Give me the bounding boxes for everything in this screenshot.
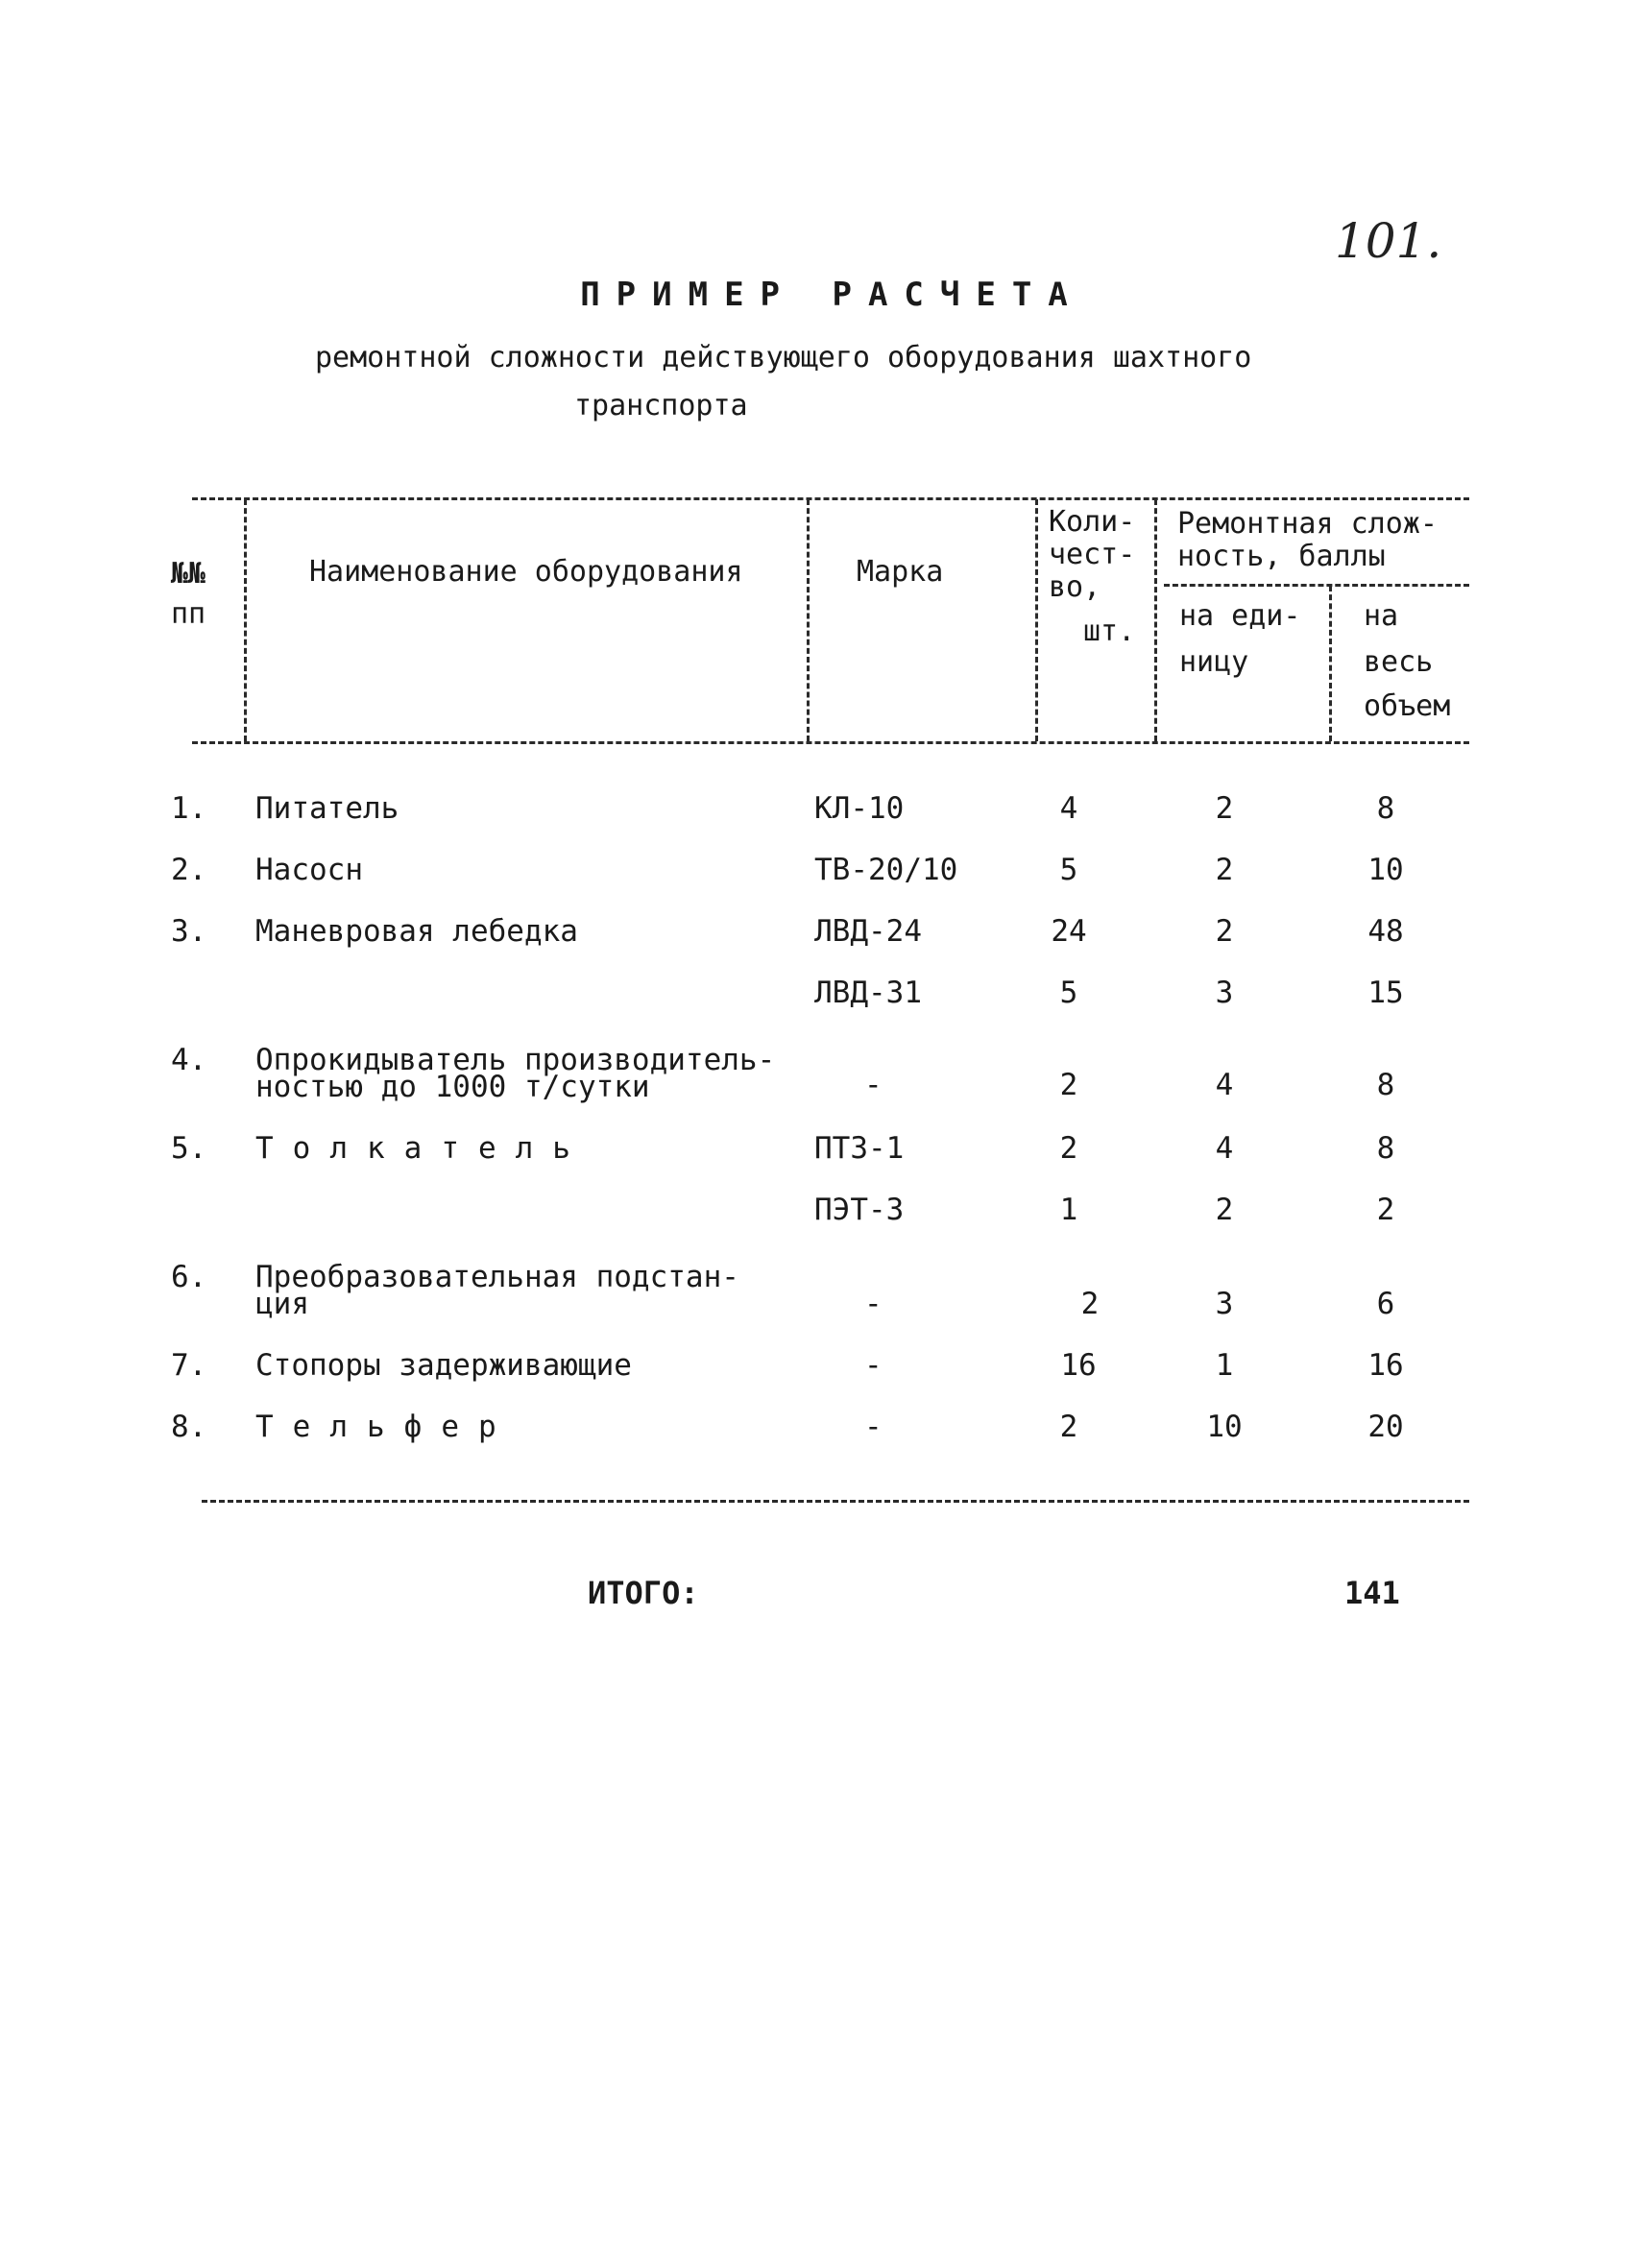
- row-unit: 10: [1206, 1410, 1243, 1444]
- page-number: 101.: [1335, 213, 1442, 269]
- row-total: 2: [1376, 1193, 1395, 1227]
- row-mark: ЛВД-31: [814, 976, 922, 1010]
- row-total: 8: [1376, 1068, 1395, 1102]
- row-name-line-2: ция: [255, 1287, 309, 1321]
- row-name: Стопоры задерживающие: [255, 1348, 632, 1383]
- row-qty: 24: [1051, 914, 1087, 949]
- row-total: 10: [1367, 853, 1404, 887]
- row-total: 8: [1376, 1131, 1395, 1166]
- row-mark: ПЭТ-3: [814, 1193, 905, 1227]
- row-name-line-1: Преобразовательная подстан-: [255, 1260, 739, 1294]
- row-mark: ПТЗ-1: [814, 1131, 905, 1166]
- header-per-unit-1: на еди-: [1179, 599, 1301, 633]
- row-total: 48: [1367, 914, 1404, 949]
- subtitle-line-1: ремонтной сложности действующего оборудования шахтного: [315, 341, 1252, 374]
- table-bottom-rule: [202, 1500, 1469, 1503]
- row-num: 7.: [171, 1348, 207, 1383]
- row-total: 6: [1376, 1287, 1395, 1321]
- row-qty: 1: [1059, 1193, 1078, 1227]
- row-mark: КЛ-10: [814, 791, 905, 826]
- row-unit: 2: [1215, 1193, 1234, 1227]
- row-num: 1.: [171, 791, 207, 826]
- row-qty: 2: [1059, 1068, 1078, 1102]
- header-qty-3: во,: [1049, 570, 1101, 604]
- row-unit: 3: [1215, 1287, 1234, 1321]
- col-divider-4: [1154, 499, 1157, 741]
- row-num: 5.: [171, 1131, 207, 1166]
- row-unit: 2: [1215, 853, 1234, 887]
- row-name: Толкатель: [255, 1131, 590, 1166]
- row-num: 6.: [171, 1260, 207, 1294]
- row-mark: -: [864, 1287, 883, 1321]
- header-total-3: объем: [1364, 689, 1451, 723]
- row-name-line-1: Опрокидыватель производитель-: [255, 1043, 776, 1077]
- row-unit: 2: [1215, 791, 1234, 826]
- row-mark: ТВ-20/10: [814, 853, 958, 887]
- row-total: 15: [1367, 976, 1404, 1010]
- header-mark: Марка: [857, 555, 944, 589]
- col-divider-2: [807, 499, 810, 741]
- col-divider-5: [1329, 586, 1332, 741]
- col-divider-1: [244, 499, 247, 741]
- row-name: Маневровая лебедка: [255, 914, 578, 949]
- row-unit: 4: [1215, 1131, 1234, 1166]
- col-divider-3: [1035, 499, 1038, 741]
- row-mark: -: [864, 1348, 883, 1383]
- header-total-2: весь: [1364, 645, 1434, 679]
- complexity-header-rule: [1164, 584, 1469, 587]
- total-value: 141: [1344, 1575, 1400, 1611]
- row-num: 3.: [171, 914, 207, 949]
- header-total-1: на: [1364, 599, 1399, 633]
- row-qty: 2: [1059, 1131, 1078, 1166]
- header-num-1: №№: [171, 557, 206, 591]
- header-qty-1: Коли-: [1049, 505, 1136, 539]
- header-num-2: пп: [171, 597, 206, 631]
- row-num: 2.: [171, 853, 207, 887]
- row-mark: -: [864, 1410, 883, 1444]
- header-complexity-2: ность, баллы: [1177, 540, 1386, 573]
- header-complexity-1: Ремонтная слож-: [1177, 507, 1438, 541]
- row-total: 8: [1376, 791, 1395, 826]
- row-qty: 5: [1059, 853, 1078, 887]
- table-top-rule: [192, 497, 1469, 500]
- row-qty: 4: [1059, 791, 1078, 826]
- row-name-line-2: ностью до 1000 т/сутки: [255, 1070, 650, 1104]
- header-qty-4: шт.: [1083, 615, 1136, 648]
- row-name: Насосн: [255, 853, 363, 887]
- header-bottom-rule: [192, 741, 1469, 744]
- row-qty: 2: [1059, 1410, 1078, 1444]
- row-name: Тельфер: [255, 1410, 516, 1444]
- header-per-unit-2: ницу: [1179, 645, 1249, 679]
- total-label: ИТОГО:: [588, 1575, 699, 1611]
- row-name: Питатель: [255, 791, 399, 826]
- page-title: ПРИМЕР РАСЧЕТА: [580, 276, 1084, 314]
- row-qty: 5: [1059, 976, 1078, 1010]
- row-unit: 1: [1215, 1348, 1234, 1383]
- row-mark: ЛВД-24: [814, 914, 922, 949]
- row-total: 16: [1367, 1348, 1404, 1383]
- row-qty: 16: [1060, 1348, 1097, 1383]
- row-unit: 3: [1215, 976, 1234, 1010]
- header-name: Наименование оборудования: [309, 555, 743, 589]
- row-mark: -: [864, 1068, 883, 1102]
- row-num: 4.: [171, 1043, 207, 1077]
- row-unit: 4: [1215, 1068, 1234, 1102]
- row-num: 8.: [171, 1410, 207, 1444]
- row-total: 20: [1367, 1410, 1404, 1444]
- row-qty: 2: [1080, 1287, 1100, 1321]
- header-qty-2: чест-: [1049, 538, 1136, 571]
- subtitle-line-2: транспорта: [574, 389, 748, 422]
- row-unit: 2: [1215, 914, 1234, 949]
